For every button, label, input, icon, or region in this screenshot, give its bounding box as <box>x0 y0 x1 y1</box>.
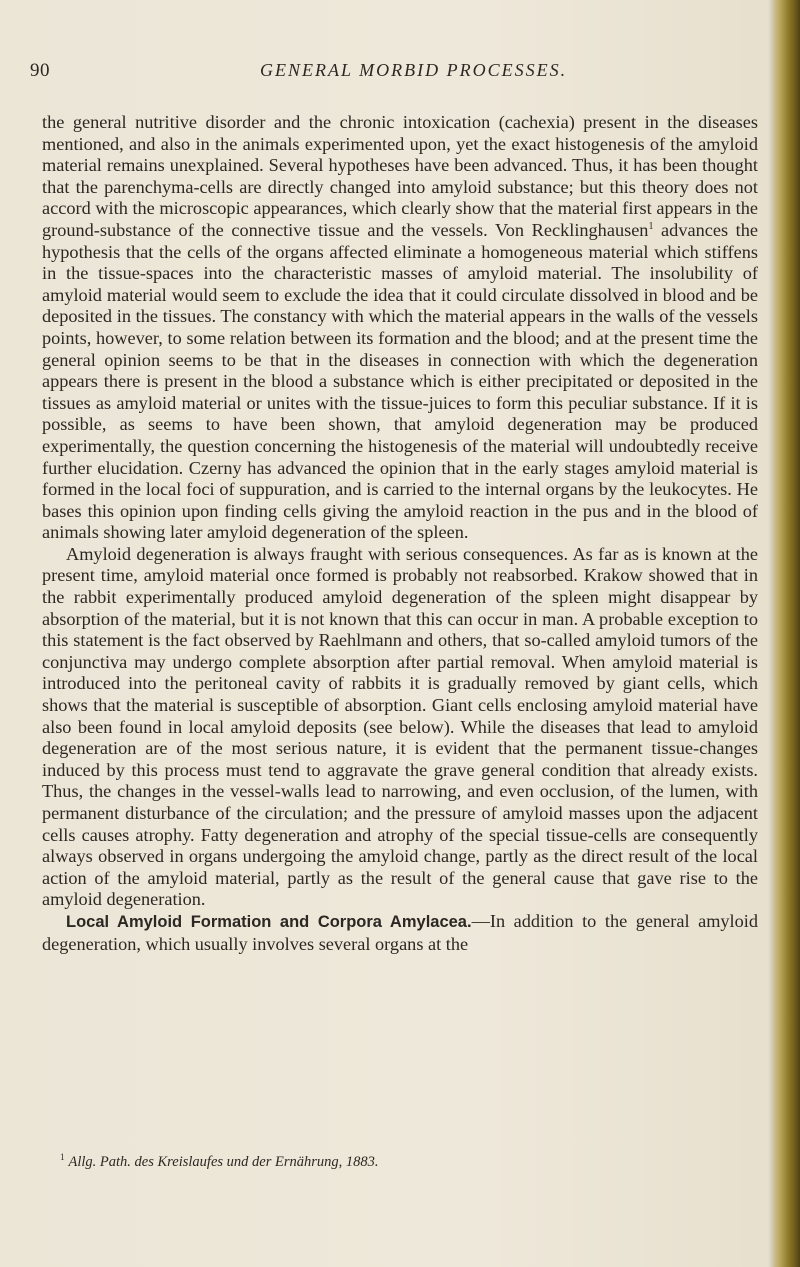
footnote-reference: 1 <box>648 220 654 232</box>
paragraph-1-text-a: the general nutritive disorder and the chronic intoxication (cachexia) present in the diseases mentioned, and also in the animals experimented upon, yet the exact histogenesis of the amyloid material remains unexplained. Several hypotheses have been advanced. Thus, it has been thought that the parenchyma-cells are directly changed into amyloid substance; but this theory does not accord with the microscopic appearances, which clearly show that the material first appears in the ground-substance of the connective tissue and the vessels. Von Recklinghausen <box>42 112 758 240</box>
footnote-text: Allg. Path. des Kreislaufes und der Ernährung, 1883. <box>68 1154 379 1170</box>
page-header <box>30 60 770 84</box>
body-text <box>42 112 758 955</box>
paragraph-3-text: —In addition to the general amyloid degeneration, which usually involves several organs at the <box>42 910 758 954</box>
running-head: GENERAL MORBID PROCESSES. <box>260 60 568 80</box>
paragraph-3 <box>42 911 758 955</box>
page-number: 90 <box>30 60 50 81</box>
footnote-mark: 1 <box>60 1152 65 1163</box>
book-spine <box>774 0 800 1267</box>
paragraph-1 <box>42 112 758 544</box>
paragraph-1-text-b: advances the hypothesis that the cells of the organs affected eliminate a homogeneous material which stiffens in the tissue-spaces into the characteristic masses of amyloid material. The insolubility of amyloid material would seem to exclude the idea that it could circulate dissolved in blood and be deposited in the tissues. The constancy with which the material appears in the walls of the vessels points, however, to some relation between its formation and the blood; and at the present time the general opinion seems to be that in the diseases in connection with which the degeneration appears there is present in the blood a substance which is either precipitated or deposited in the tissues as amyloid material or unites with the tissue-juices to form this peculiar substance. If it is possible, as seems to have been shown, that amyloid degeneration may be produced experimentally, the question concerning the histogenesis of the material will undoubtedly receive further elucidation. Czerny has advanced the opinion that in the early stages amyloid material is formed in the local foci of suppuration, and is carried to the internal organs by the leukocytes. He bases this opinion upon finding cells giving the amyloid reaction in the pus and in the blood of animals showing later amyloid degeneration of the spleen. <box>42 219 758 543</box>
paragraph-2: Amyloid degeneration is always fraught with serious consequences. As far as is known at the present time, amyloid material once formed is probably not reabsorbed. Krakow showed that in the rabbit experimentally produced amyloid degeneration of the spleen might disappear by absorption of the material, but it is not known that this can occur in man. A probable exception to this statement is the fact observed by Raehlmann and others, that so-called amyloid tumors of the conjunctiva may undergo complete absorption after partial removal. When amyloid material is introduced into the peritoneal cavity of rabbits it is gradually removed by giant cells, which shows that the material is susceptible of absorption. Giant cells enclosing amyloid material have also been found in local amyloid deposits (see below). While the diseases that lead to amyloid degeneration are of the most serious nature, it is evident that the permanent tissue-changes induced by this process must tend to aggravate the grave general condition that already exists. Thus, the changes in the vessel-walls lead to narrowing, and even occlusion, of the lumen, with permanent disturbance of the circulation; and the pressure of amyloid masses upon the adjacent cells causes atrophy. Fatty degeneration and atrophy of the special tissue-cells are consequently always observed in organs undergoing the amyloid change, partly as the direct result of the local action of the amyloid material, partly as the result of the general cause that gave rise to the amyloid degeneration. <box>42 543 758 910</box>
section-heading: Local Amyloid Formation and Corpora Amylacea. <box>66 912 472 931</box>
footnote <box>60 1153 760 1171</box>
